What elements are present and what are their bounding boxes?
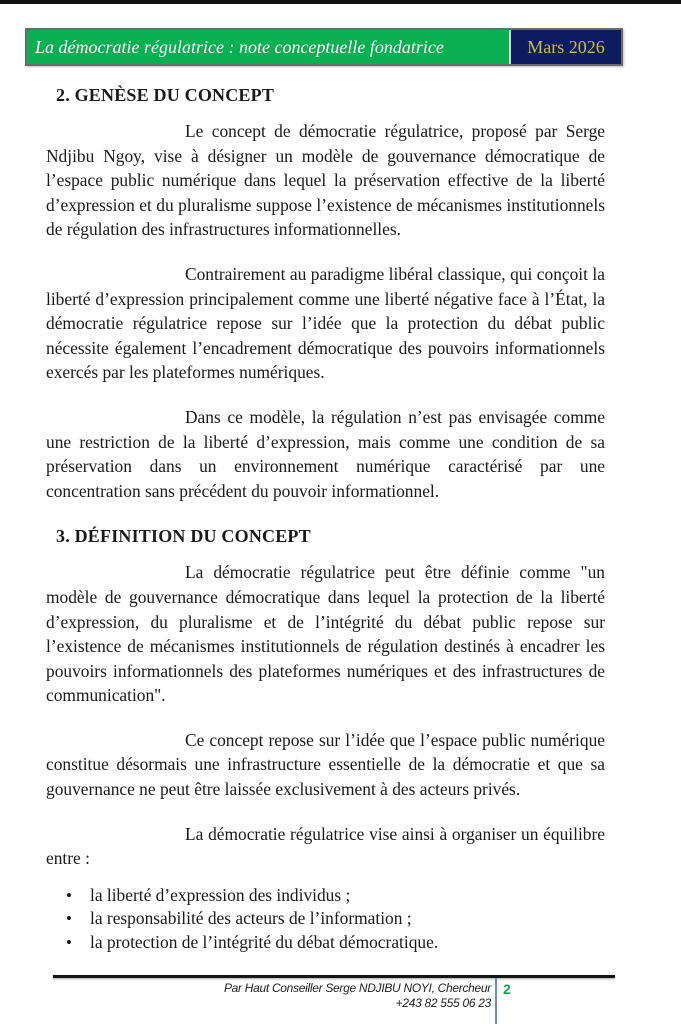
- paragraph: Ce concept repose sur l’idée que l’espace public numérique constitue désormais une infrastructure essentielle de la démocratie et que sa gouvernance ne peut être laissée exclusivement à des acteurs privés.: [46, 729, 605, 800]
- paragraph: Dans ce modèle, la régulation n’est pas envisagée comme une restriction de la liberté d’expression, mais comme une condition de sa préservation dans un environnement numérique caractérisé par une concentration sans précédent du pouvoir informationnel.: [46, 406, 605, 501]
- bullet-icon: •: [66, 932, 72, 952]
- list-item-text: la protection de l’intégrité du débat démocratique.: [90, 931, 439, 952]
- document-header: [25, 28, 623, 66]
- bullet-icon: •: [66, 885, 72, 905]
- document-title: La démocratie régulatrice : note conceptuelle fondatrice: [27, 30, 511, 64]
- section-heading-genese: 2. GENÈSE DU CONCEPT: [56, 85, 275, 105]
- list-item: [66, 884, 605, 908]
- list-item: [66, 931, 605, 955]
- list-item-text: la liberté d’expression des individus ;: [90, 884, 351, 905]
- paragraph: Contrairement au paradigme libéral classique, qui conçoit la liberté d’expression principalement comme une liberté négative face à l’État, la démocratie régulatrice repose sur l’idée que la protection du débat public nécessite également l’encadrement démocratique des pouvoirs informationnels exercés par les plateformes numériques.: [46, 263, 605, 383]
- footer-phone: +243 82 555 06 23: [395, 996, 491, 1010]
- paragraph: La démocratie régulatrice peut être définie comme "un modèle de gouvernance démocratique dans lequel la protection de la liberté d’expression, du pluralisme et de l’intégrité du débat public repose sur l’existence de mécanismes institutionnels de régulation destinés à encadrer les pouvoirs informationnels des plateformes numériques et des infrastructures de communication".: [46, 562, 605, 706]
- list-item-text: la responsabilité des acteurs de l’information ;: [90, 908, 412, 929]
- footer-author: Par Haut Conseiller Serge NDJIBU NOYI, Chercheur: [223, 981, 491, 995]
- bullet-icon: •: [66, 909, 72, 929]
- bullet-list: [46, 884, 605, 955]
- paragraph: Le concept de démocratie régulatrice, proposé par Serge Ndjibu Ngoy, vise à désigner un modèle de gouvernance démocratique de l’espace public numérique dans lequel la préservation effective de la liberté d’expression et du pluralisme suppose l’existence de mécanismes institutionnels de régulation des infrastructures informationnelles.: [46, 121, 605, 240]
- list-item: [66, 907, 605, 931]
- page-body: [46, 82, 605, 954]
- section-heading-definition: 3. DÉFINITION DU CONCEPT: [56, 526, 311, 547]
- paragraph: La démocratie régulatrice vise ainsi à organiser un équilibre entre :: [46, 823, 605, 869]
- footer-divider-line: [53, 975, 615, 978]
- document-date: Mars 2026: [511, 30, 621, 64]
- footer-vertical-divider: [495, 978, 497, 1024]
- page-number: 2: [503, 981, 511, 997]
- footer-author-block: [224, 981, 491, 1011]
- top-edge-strip: [0, 0, 681, 4]
